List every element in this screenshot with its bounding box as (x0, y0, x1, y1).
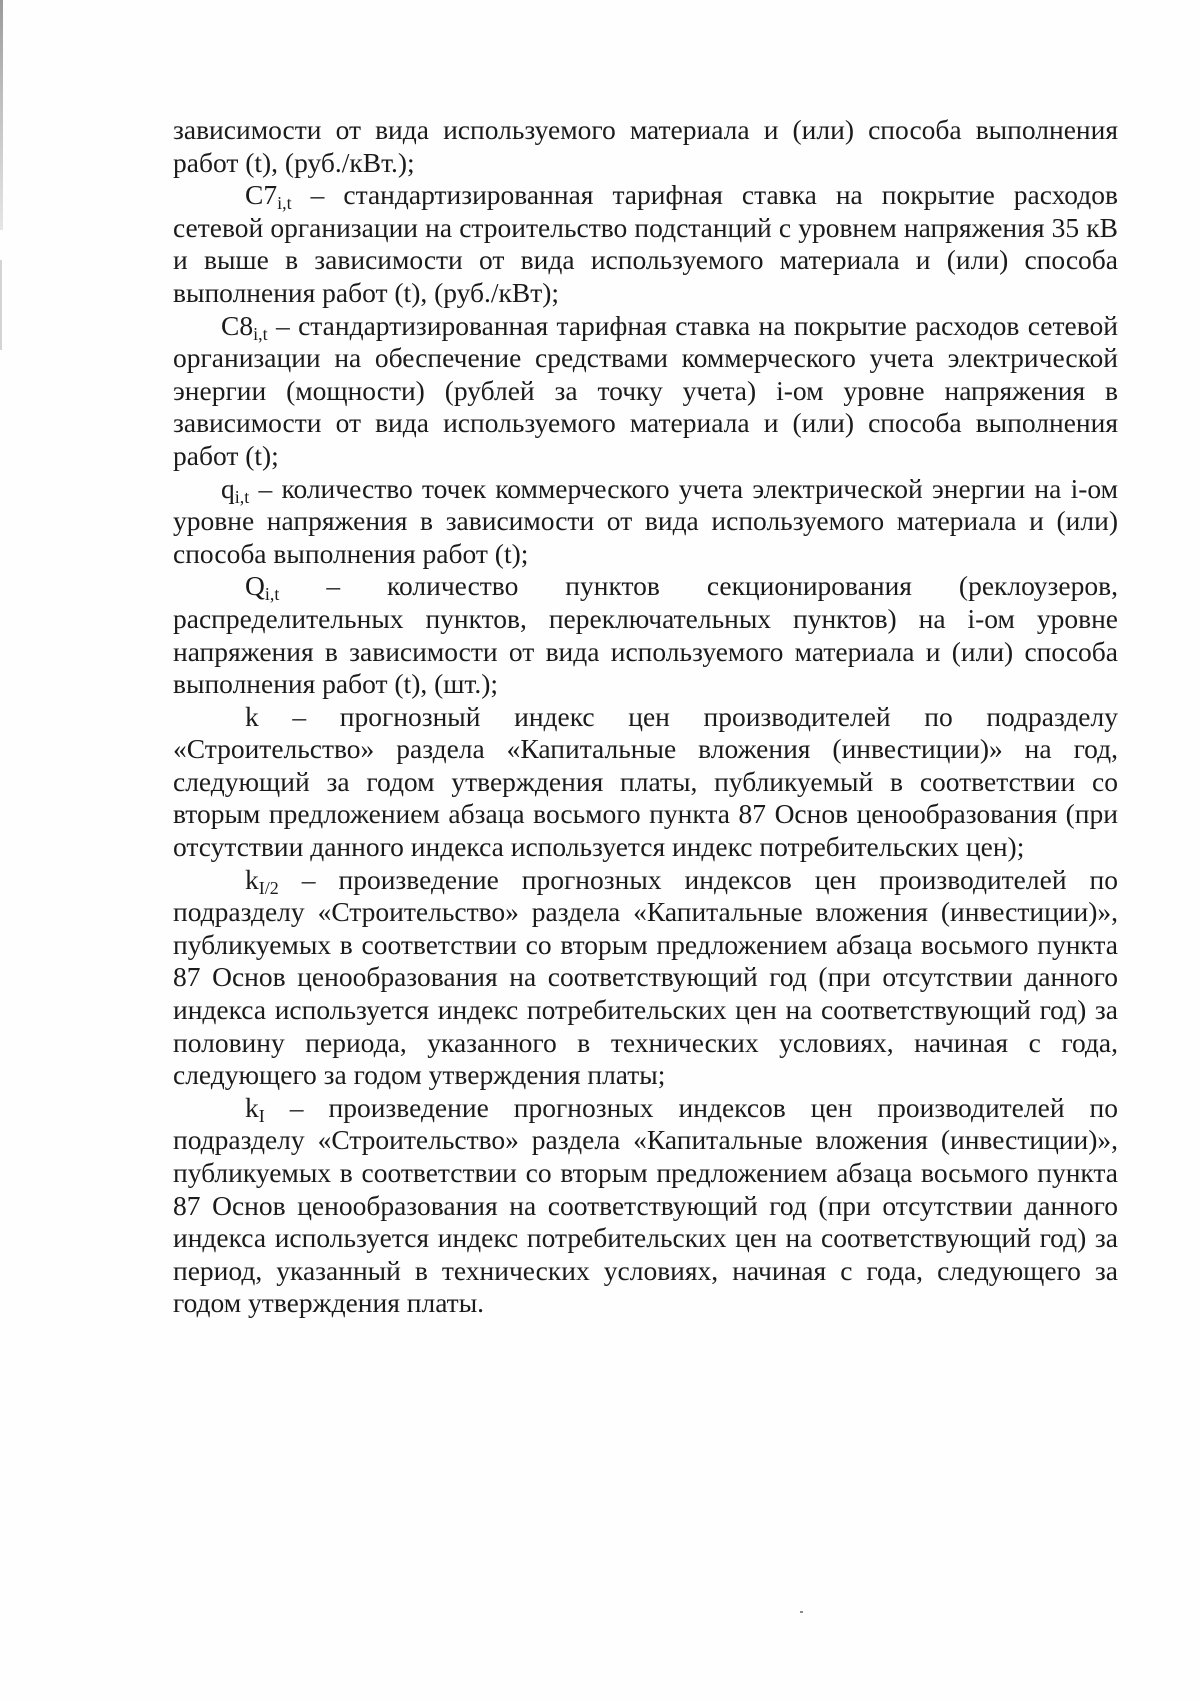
paragraph-text: – количество пунктов секционирования (реклоузеров, распределительных пунктов, переключательных пунктов) на i-ом уровне напряжения в зависимости от вида используемого материала и (или) способа выполнения работ (t), (шт.); (173, 570, 1118, 700)
paragraph-text: зависимости от вида используемого материала и (или) способа выполнения работ (t), (руб./кВт.); (173, 114, 1118, 178)
formula-subscript: i,t (234, 486, 250, 507)
paragraph-text: – произведение прогнозных индексов цен производителей по подразделу «Строительство» раздела «Капитальные вложения (инвестиции)», публикуемых в соответствии со вторым предложением абзаца восьмого пункта 87 Основ ценообразования на соответствующий год (при отсутствии данного индекса используется индекс потребительских цен на соответствующий год) за половину периода, указанного в технических условиях, начиная с года, следующего за годом утверждения платы; (173, 863, 1118, 1091)
scan-edge-mark (0, 260, 2, 350)
paragraph-text: – прогнозный индекс цен производителей по подразделу «Строительство» раздела «Капитальные вложения (инвестиции)» на год, следующий за годом утверждения платы, публикуемый в соответствии со вторым предложением абзаца восьмого пункта 87 Основ ценообразования (при отсутствии данного индекса используется индекс потребительских цен); (173, 700, 1118, 863)
formula-symbol: k (245, 700, 259, 732)
paragraph-continuation (173, 114, 1118, 179)
formula-subscript: I (258, 1105, 265, 1126)
scan-speck (800, 1611, 803, 1613)
formula-subscript: i,t (253, 323, 268, 344)
formula-symbol: C7 (245, 179, 278, 211)
paragraph-text: – стандартизированная тарифная ставка на покрытие расходов сетевой организации на обеспечение средствами коммерческого учета электрической энергии (мощности) (рублей за точку учета) i-ом уровне напряжения в зависимости от вида используемого материала и (или) способа выполнения работ (t); (173, 309, 1118, 471)
formula-subscript: i,t (277, 193, 292, 214)
paragraph-text: – произведение прогнозных индексов цен производителей по подразделу «Строительство» раздела «Капитальные вложения (инвестиции)», публикуемых в соответствии со вторым предложением абзаца восьмого пункта 87 Основ ценообразования на соответствующий год (при отсутствии данного индекса используется индекс потребительских цен на соответствующий год) за период, указанный в технических условиях, начиная с года, следующего за годом утверждения платы. (173, 1091, 1118, 1319)
paragraph-q-small (173, 473, 1118, 571)
paragraph-k-full (173, 1092, 1118, 1320)
formula-subscript: I/2 (258, 877, 279, 898)
scan-edge-mark (0, 0, 3, 230)
document-body (173, 114, 1118, 1320)
formula-symbol: Q (245, 570, 265, 602)
formula-symbol: q (221, 472, 235, 504)
paragraph-c7 (173, 179, 1118, 309)
paragraph-k-half (173, 864, 1118, 1092)
formula-symbol: k (245, 1091, 259, 1123)
paragraph-text: – количество точек коммерческого учета электрической энергии на i-ом уровне напряжения в зависимости от вида используемого материала и (или) способа выполнения работ (t); (173, 472, 1118, 569)
paragraph-q-large (173, 570, 1118, 700)
paragraph-k (173, 701, 1118, 864)
formula-symbol: k (245, 863, 259, 895)
paragraph-c8 (173, 310, 1118, 473)
formula-symbol: C8 (221, 309, 254, 341)
paragraph-text: – стандартизированная тарифная ставка на покрытие расходов сетевой организации на строительство подстанций с уровнем напряжения 35 кВ и выше в зависимости от вида используемого материала и (или) способа выполнения работ (t), (руб./кВт); (173, 179, 1118, 308)
formula-subscript: i,t (264, 584, 280, 605)
